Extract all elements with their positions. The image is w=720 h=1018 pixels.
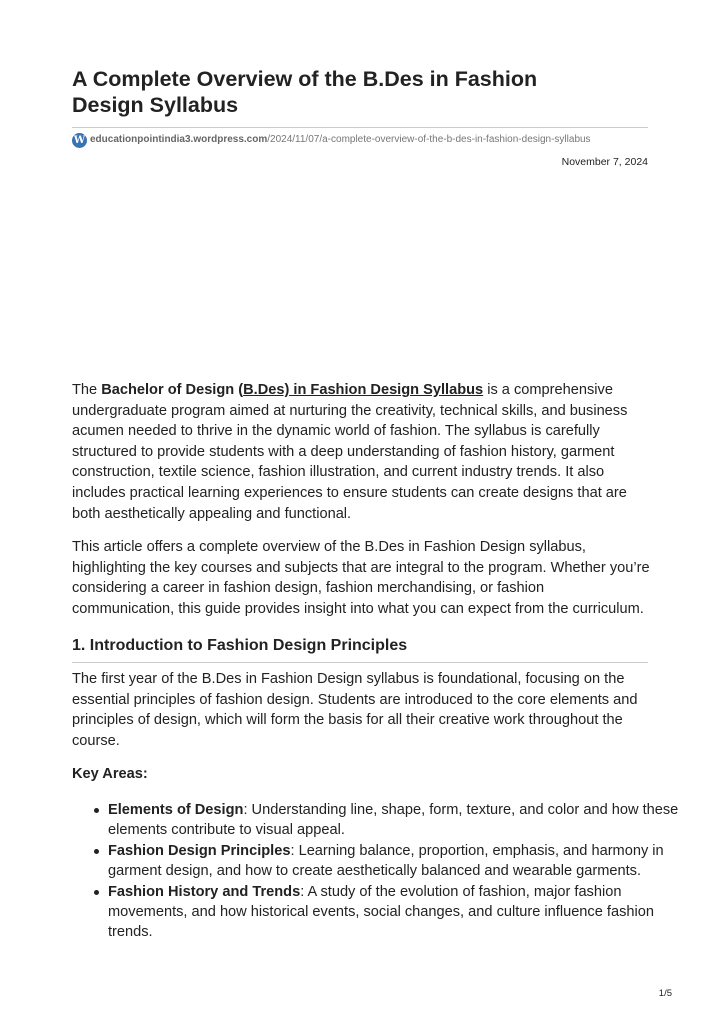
intro-lead: The xyxy=(72,382,102,398)
page-number: 1/5 xyxy=(658,988,672,999)
key-areas-list xyxy=(72,800,688,943)
list-item xyxy=(108,882,688,943)
intro-bold-text: Bachelor of Design ( xyxy=(101,382,244,398)
intro-rest: is a comprehensive undergraduate program aimed at nurturing the creativity, technical skills, and business acumen needed to thrive in the dynamic world of fashion. The syllabus is carefully structured to provide students with a deep understanding of fashion history, garment construction, textile science, fashion illustration, and current industry trends. It also includes practical learning experiences to ensure students can create designs that are both aesthetically appealing and functional. xyxy=(72,382,628,522)
section-divider xyxy=(72,662,648,663)
list-item-text: : Learning balance, proportion, emphasis, and harmony in garment design, and how to create aesthetically balanced and wearable garments. xyxy=(108,842,664,880)
intro-bold xyxy=(101,382,483,398)
list-item-text: : A study of the evolution of fashion, major fashion movements, and how historical events, social changes, and culture influence fashion trends. xyxy=(108,883,654,941)
list-item xyxy=(108,800,688,841)
syllabus-link[interactable]: B.Des) in Fashion Design Syllabus xyxy=(243,382,484,398)
key-areas-label: Key Areas: xyxy=(72,766,148,782)
list-item-text: : Understanding line, shape, form, texture, and color and how these elements contribute to visual appeal. xyxy=(108,802,679,839)
title-divider xyxy=(72,127,648,128)
intro-paragraph xyxy=(72,380,650,524)
source-line[interactable] xyxy=(72,132,648,148)
list-item xyxy=(108,841,688,882)
list-item-term: Fashion Design Principles xyxy=(108,842,291,859)
section-paragraph: The first year of the B.Des in Fashion Design syllabus is foundational, focusing on the essential principles of fashion design. Students are introduced to the core elements and principles of design, which will form the basis for all their creative work throughout the course. xyxy=(72,671,638,749)
list-item-term: Fashion History and Trends xyxy=(108,883,301,900)
wordpress-icon: W xyxy=(73,134,86,146)
section-heading: 1. Introduction to Fashion Design Principles xyxy=(72,637,408,654)
list-item-term: Elements of Design xyxy=(108,802,244,818)
source-domain[interactable]: educationpointindia3.wordpress.com xyxy=(90,134,268,145)
overview-paragraph: This article offers a complete overview of the B.Des in Fashion Design syllabus, highlighting the key courses and subjects that are integral to the program. Whether you’re considering a career in fashion design, fashion merchandising, or fashion communication, this guide provides insight into what you can expect from the curriculum. xyxy=(72,539,650,617)
page-title: A Complete Overview of the B.Des in Fashion Design Syllabus xyxy=(72,67,538,117)
publish-date: November 7, 2024 xyxy=(561,156,648,168)
source-path[interactable]: /2024/11/07/a-complete-overview-of-the-b-des-in-fashion-design-syllabus xyxy=(267,134,591,145)
